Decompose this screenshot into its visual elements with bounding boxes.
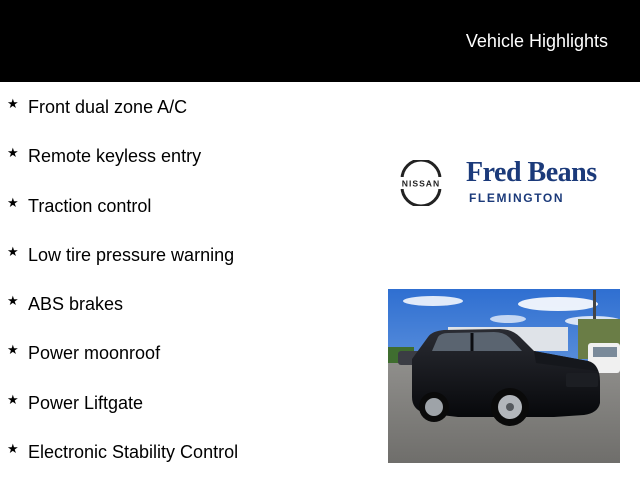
star-icon: ★ — [7, 146, 19, 162]
feature-label: Traction control — [28, 195, 152, 216]
star-icon: ★ — [7, 97, 19, 112]
nissan-wordmark: NISSAN — [401, 178, 441, 189]
feature-label: Electronic Stability Control — [28, 442, 239, 463]
star-icon: ★ — [7, 442, 19, 458]
feature-label: ABS brakes — [28, 294, 124, 315]
nissan-logo-icon — [394, 160, 448, 206]
star-icon: ★ — [7, 244, 19, 260]
dealer-logo — [394, 158, 610, 208]
star-icon: ★ — [7, 294, 19, 310]
feature-item — [7, 96, 238, 145]
feature-label: Remote keyless entry — [28, 146, 202, 167]
feature-label: Low tire pressure warning — [28, 244, 235, 265]
feature-item — [7, 145, 238, 194]
header-bar — [0, 0, 640, 82]
feature-item — [7, 195, 238, 244]
dealer-name: Fred Beans — [466, 157, 597, 188]
dealer-location: FLEMINGTON — [469, 191, 565, 205]
feature-label: Power Liftgate — [28, 392, 144, 413]
star-icon: ★ — [7, 195, 19, 211]
star-icon: ★ — [7, 392, 19, 408]
star-icon: ★ — [7, 343, 19, 359]
feature-label: Power moonroof — [28, 343, 161, 364]
feature-list — [7, 96, 238, 490]
feature-label: Front dual zone A/C — [28, 97, 188, 117]
feature-item — [7, 392, 238, 441]
feature-item — [7, 244, 238, 293]
feature-item — [7, 441, 238, 490]
vehicle-image — [388, 289, 620, 463]
feature-item — [7, 342, 238, 391]
vehicle-photo — [388, 289, 620, 463]
feature-item — [7, 293, 238, 342]
page-title: Vehicle Highlights — [465, 31, 608, 51]
